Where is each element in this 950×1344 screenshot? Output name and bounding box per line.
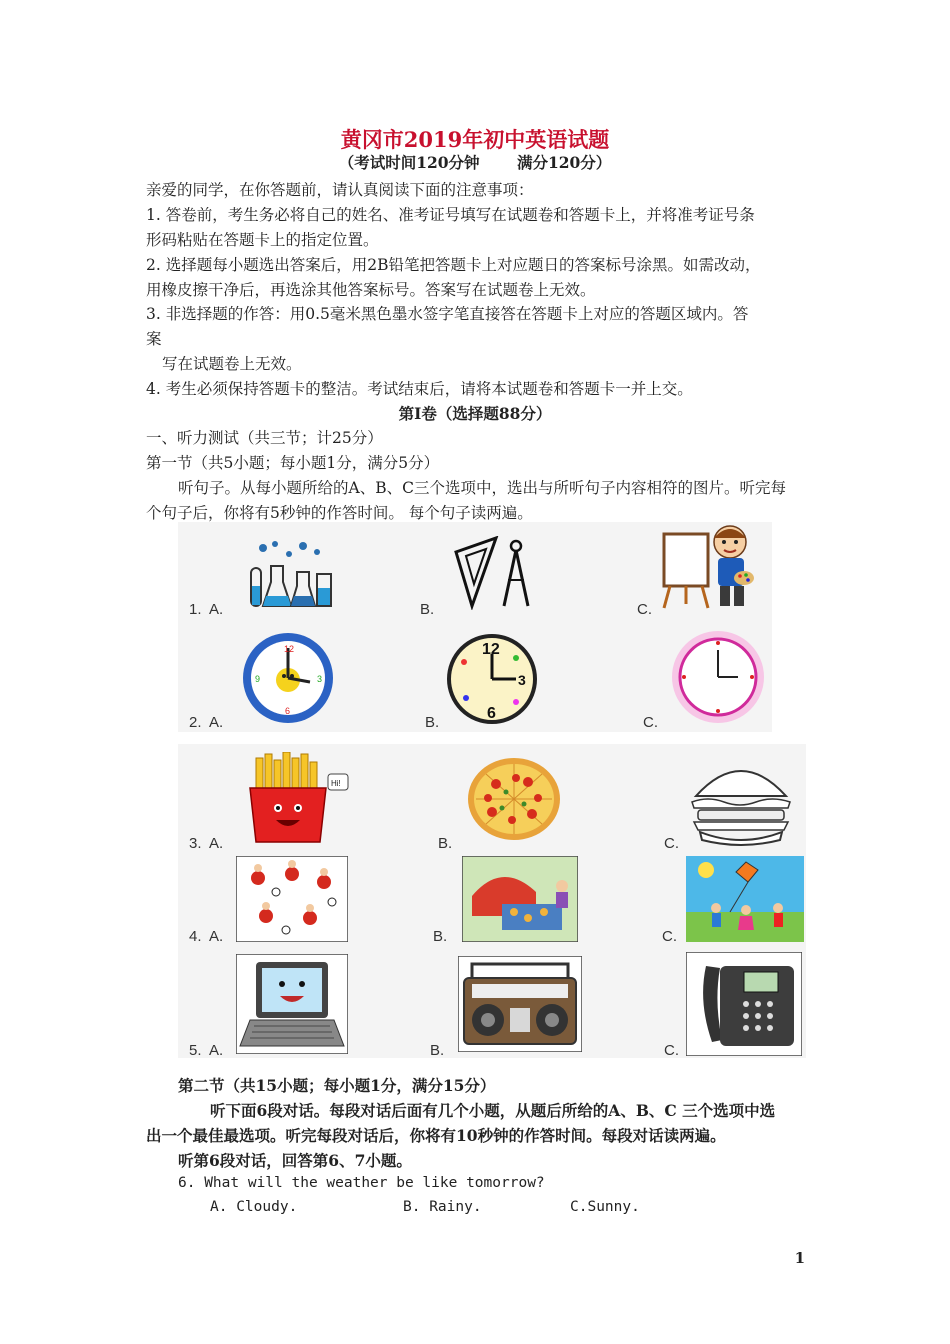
svg-text:6: 6 xyxy=(285,706,291,716)
q6-option-c: C.Sunny. xyxy=(570,1199,640,1215)
page-number: 1 xyxy=(794,1249,805,1267)
notice-item-3b: 案 xyxy=(146,330,162,348)
dialog6-heading: 听第6段对话，回答第6、7小题。 xyxy=(178,1151,412,1170)
notice-item-3a: 3. 非选择题的作答：用0.5毫米黑色墨水签字笔直接答在答题卡上对应的答题区域内。答 xyxy=(146,305,749,323)
q4-number: 4. xyxy=(189,928,202,945)
exam-subtitle xyxy=(0,151,950,173)
q5-number: 5. xyxy=(189,1042,202,1059)
part1-heading: 第Ⅰ卷（选择题88分） xyxy=(398,404,552,423)
lab-flasks-image xyxy=(245,538,335,610)
section2-heading: 第二节（共15小题；每小题1分，满分15分） xyxy=(178,1076,496,1095)
radio-image xyxy=(458,956,582,1052)
q3-number: 3. xyxy=(189,835,202,852)
clock-b-twelve: 12 xyxy=(482,641,500,658)
svg-text:3: 3 xyxy=(317,674,323,684)
football-players-image xyxy=(236,856,348,942)
picnic-image xyxy=(462,856,578,942)
q1-option-c: C. xyxy=(637,601,652,618)
q4-option-b: B. xyxy=(433,928,448,945)
fries-speech-text: Hi! xyxy=(331,779,341,788)
q1-option-b: B. xyxy=(420,601,435,618)
burger-image xyxy=(688,756,794,846)
notice-item-2b: 用橡皮擦干净后，再选涂其他答案标号。答案写在试题卷上无效。 xyxy=(146,281,596,299)
q6-option-b: B. Rainy. xyxy=(403,1199,482,1215)
notice-item-3c: 写在试题卷上无效。 xyxy=(162,355,302,373)
q1-option-a: A. xyxy=(209,601,224,618)
q4-option-c: C. xyxy=(662,928,677,945)
notice-item-1a: 1. 答卷前，考生务必将自己的姓名、准考证号填写在试题卷和答题卡上，并将准考证号条 xyxy=(146,206,755,224)
notice-item-4: 4. 考生必须保持答题卡的整洁。考试结束后，请将本试题卷和答题卡一并上交。 xyxy=(146,380,693,398)
exam-title: 黄冈市2019年初中英语试题 xyxy=(340,127,610,152)
section1-instruction-b: 个句子后，你将有5秒钟的作答时间。 每个句子读两遍。 xyxy=(146,504,533,522)
section2-instruction-a: 听下面6段对话。每段对话后面有几个小题，从题后所给的A、B、C 三个选项中选 xyxy=(210,1101,776,1120)
q2-option-c: C. xyxy=(643,714,658,731)
pizza-image xyxy=(466,756,562,842)
q5-option-c: C. xyxy=(664,1042,679,1059)
notice-item-1b: 形码粘贴在答题卡上的指定位置。 xyxy=(146,231,379,249)
exam-time: （考试时间120分钟 xyxy=(338,153,480,172)
q2-option-a: A. xyxy=(209,714,224,731)
section1-instruction-a: 听句子。从每小题所给的A、B、C三个选项中，选出与所听句子内容相符的图片。听完每 xyxy=(178,479,786,497)
q6-option-a: A. Cloudy. xyxy=(210,1199,298,1215)
q5-option-a: A. xyxy=(209,1042,224,1059)
q3-option-a: A. xyxy=(209,835,224,852)
svg-text:9: 9 xyxy=(255,674,261,684)
q5-option-b: B. xyxy=(430,1042,445,1059)
q2-number: 2. xyxy=(189,714,202,731)
svg-text:12: 12 xyxy=(284,644,295,654)
section2-instruction-b: 出一个最佳最选项。听完每段对话后，你将有10秒钟的作答时间。每段对话读两遍。 xyxy=(146,1126,726,1145)
clock-a-image xyxy=(240,630,336,726)
kite-children-image xyxy=(686,856,804,942)
laptop-image xyxy=(236,954,348,1054)
question-6: 6. What will the weather be like tomorrow? xyxy=(178,1175,545,1191)
french-fries-image xyxy=(246,752,352,844)
q4-option-a: A. xyxy=(209,928,224,945)
ruler-compass-image xyxy=(450,536,542,610)
q3-option-c: C. xyxy=(664,835,679,852)
clock-b-three: 3 xyxy=(518,672,526,688)
clock-c-image xyxy=(668,628,768,726)
clock-b-six: 6 xyxy=(487,705,496,722)
painting-boy-image xyxy=(660,520,756,610)
q2-option-b: B. xyxy=(425,714,440,731)
exam-score: 满分120分） xyxy=(516,153,612,172)
clock-b-image xyxy=(446,632,538,726)
section1-heading: 第一节（共5小题；每小题1分，满分5分） xyxy=(146,454,440,472)
q3-option-b: B. xyxy=(438,835,453,852)
telephone-image xyxy=(686,952,802,1056)
q1-number: 1. xyxy=(189,601,202,618)
listening-section: 一、听力测试（共三节；计25分） xyxy=(146,429,383,447)
notice-item-2a: 2. 选择题每小题选出答案后，用2B铅笔把答题卡上对应题日的答案标号涂黑。如需改动， xyxy=(146,256,761,274)
notice-intro: 亲爱的同学，在你答题前，请认真阅读下面的注意事项： xyxy=(146,181,534,199)
